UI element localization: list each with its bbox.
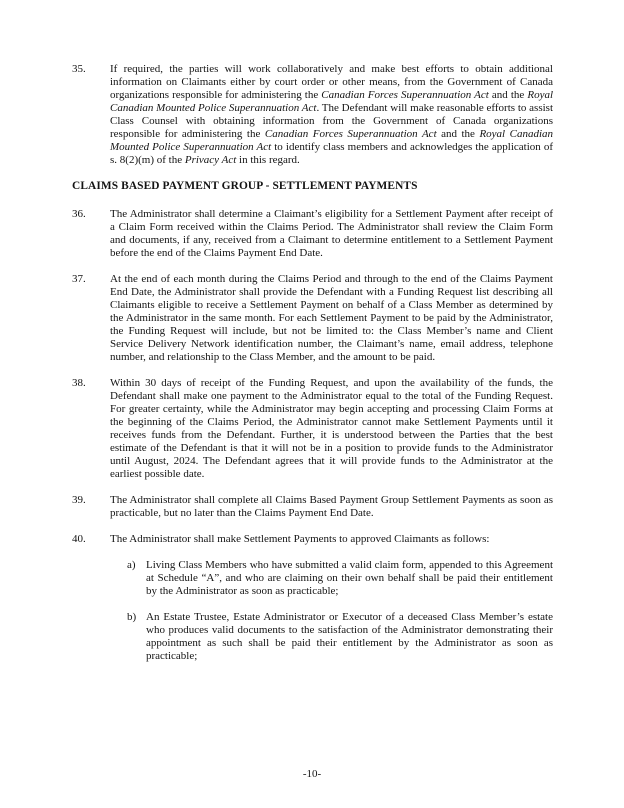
- paragraph-text: The Administrator shall determine a Claimant’s eligibility for a Settlement Payment after receipt of a Claim Form received within the Claims Period. The Administrator shall review the Claim Form and documents, if any, received from a Claimant to determine entitlement to a Settlement Payment before the end of the Claims Payment End Date.: [110, 208, 553, 259]
- paragraph-number: 37.: [72, 273, 86, 285]
- page-number: -10-: [302, 768, 322, 780]
- section-heading: CLAIMS BASED PAYMENT GROUP - SETTLEMENT PAYMENTS: [72, 180, 418, 192]
- paragraph-number: 39.: [72, 494, 86, 506]
- paragraph-40: [72, 533, 553, 663]
- subitem-label: b): [127, 611, 137, 623]
- paragraph-text: The Administrator shall complete all Claims Based Payment Group Settlement Payments as soon as practicable, but no later than the Claims Payment End Date.: [110, 494, 553, 519]
- paragraph-number: 35.: [72, 63, 86, 75]
- text-segment: and the: [436, 128, 480, 140]
- statute-name: Canadian Forces Superannuation Act: [321, 89, 489, 101]
- paragraph-text: Within 30 days of receipt of the Funding Request, and upon the availability of the funds, the Defendant shall make one payment to the Administrator equal to the total of the Funding Request. For greater certainty, while the Administrator may begin accepting and processing Claim Forms at the beginning of the Claims Period, the Administrator cannot make Settlement Payments until it receives funds from the Defendant. Further, it is understood between the Parties that the best estimate of the Defendant is that it will not be in a position to provide funds to the Administrator until August, 2024. The Defendant agrees that it will provide funds to the Administrator at the earliest possible date.: [110, 377, 553, 480]
- text-segment: If required, the parties will work collaboratively and make best efforts to obtain additional information on Claimants either by court order or other means, from the Government of Canada organizations responsible for administering the: [110, 63, 553, 101]
- document-content: [72, 63, 553, 676]
- statute-name: Royal Canadian Mounted Police Superannuation Act: [110, 128, 554, 153]
- paragraph-text: [110, 63, 553, 167]
- paragraph-35: [72, 63, 553, 167]
- paragraph-37: [72, 273, 553, 364]
- subitem-text: An Estate Trustee, Estate Administrator or Executor of a deceased Class Member’s estate who produces valid documents to the satisfaction of the Administrator demonstrating their appointment as such shall be paid their entitlement by the Administrator as soon as practicable;: [146, 611, 553, 662]
- paragraph-body: [110, 533, 553, 663]
- paragraph-38: [72, 377, 553, 481]
- subitem-text: Living Class Members who have submitted a valid claim form, appended to this Agreement at Schedule “A”, and who are claiming on their own behalf shall be paid their entitlement by the Administrator as soon as practicable;: [146, 559, 553, 597]
- paragraph-number: 40.: [72, 533, 86, 545]
- statute-name: Privacy Act: [184, 154, 237, 166]
- paragraph-text: The Administrator shall make Settlement Payments to approved Claimants as follows:: [110, 533, 490, 545]
- paragraph-39: [72, 494, 553, 520]
- subitem-label: a): [127, 559, 136, 571]
- text-segment: in this regard.: [236, 154, 300, 166]
- text-segment: and the: [488, 89, 528, 101]
- paragraph-number: 38.: [72, 377, 86, 389]
- statute-name: Royal Canadian Mounted Police Superannuation Act: [110, 89, 554, 114]
- paragraph-text: At the end of each month during the Claims Period and through to the end of the Claims Payment End Date, the Administrator shall provide the Defendant with a Funding Request list describing all Claimants eligible to receive a Settlement Payment on behalf of a Class Member as determined by the Administrator in the same month. For each Settlement Payment to be paid by the Administrator, the Funding Request will include, but not be limited to: the Class Member’s name and Client Service Delivery Network identification number, the Claimant’s name, email address, telephone number, and relationship to the Class Member, and the amount to be paid.: [110, 273, 553, 363]
- subitem-b: [127, 611, 553, 663]
- text-segment: to identify class members and acknowledges the application of s. 8(2)(m) of the: [110, 141, 554, 166]
- statute-name: Canadian Forces Superannuation Act: [264, 128, 437, 140]
- paragraph-36: [72, 208, 553, 260]
- subitem-a: [127, 559, 553, 598]
- text-segment: . The Defendant will make reasonable efforts to assist Class Counsel with obtaining information from the Government of Canada organizations responsible for administering the: [110, 102, 554, 140]
- paragraph-number: 36.: [72, 208, 86, 220]
